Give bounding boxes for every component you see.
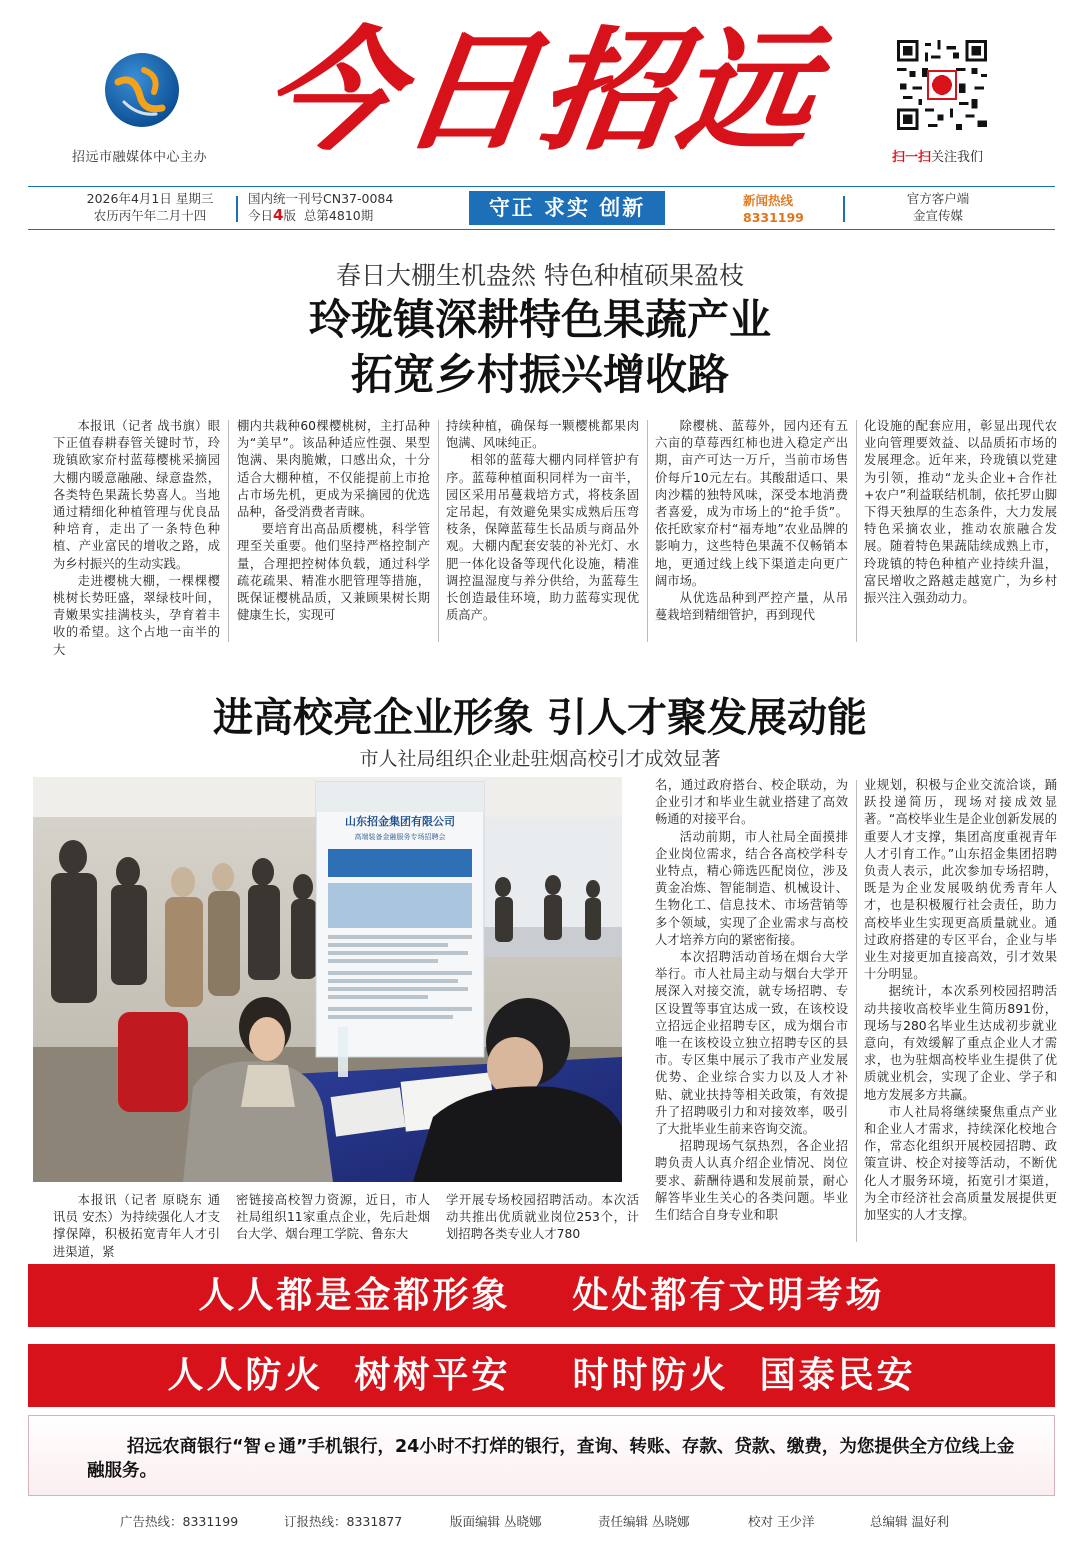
paragraph: 业规划，积极与企业交流洽谈，踊跃投递简历，现场对接成效显著。“高校毕业生是企业创新发展的重要人才支撑，集团高度重视青年人才引育工作。”山东招金集团招聘负责人表示，此次参加专场招聘，既是为企业发展吸纳优秀青年人才，也是积极履行社会责任，助力高校毕业生实现更高质量就业。通过政府搭建的专区平台，企业与毕业生对接更加直接高效，引才效果十分明显。 — [864, 778, 1057, 982]
layout-editor: 版面编辑 丛晓娜 — [450, 1514, 542, 1529]
chief-editor: 总编辑 温好利 — [870, 1514, 949, 1529]
client-label: 官方客户端 — [906, 191, 970, 206]
article1-column-4 — [655, 418, 848, 644]
paragraph: 持续种植，确保每一颗樱桃都果肉饱满、风味纯正。 — [446, 419, 639, 451]
article2-column-2 — [236, 1192, 430, 1248]
today-suffix: 版 — [283, 208, 296, 223]
article1-column-3 — [446, 418, 639, 644]
paragraph: 棚内共栽种60棵樱桃树，主打品种为“美早”。该品种适应性强、果型饱满、果肉脆嫩，口感出众，十分适合大棚种植，不仅能提前上市抢占市场先机，更成为采摘园的优选品种，备受消费者青睐。 — [237, 419, 430, 520]
client-block — [878, 190, 998, 224]
bank-ad-box — [28, 1415, 1055, 1496]
duty-editor: 责任编辑 丛晓娜 — [598, 1514, 690, 1529]
paragraph: 据统计，本次系列校园招聘活动共接收高校毕业生简历891份，现场与280名毕业生达成初步就业意向，有效缓解了重点企业人才需求，也为驻烟高校毕业生提供了优质就业机会，实现了企业、学子和地方发展多方共赢。 — [864, 984, 1057, 1102]
column-divider — [856, 420, 857, 642]
client-name: 金宣传媒 — [912, 208, 963, 223]
page-count: 4 — [273, 206, 284, 224]
sponsor-text: 招远市融媒体中心主办 — [72, 150, 208, 165]
article2-headline: 进高校亮企业形象 引人才聚发展动能 — [213, 695, 867, 741]
today-pages-text — [248, 207, 424, 224]
paragraph: 本次招聘活动首场在烟台大学举行。市人社局主动与烟台大学开展深入对接交流，就专场招聘、专区设置等事宜达成一致，在该校设立招远企业招聘专区，成为烟台市唯一在该校设立独立招聘专区的县市。专区集中展示了我市产业发展优势、企业综合实力以及人才补贴、就业扶持等相关政策，有效提升了招聘吸引力和对接效率，吸引了大批毕业生前来咨询交流。 — [655, 950, 848, 1137]
paragraph: 密链接高校智力资源，近日，市人社局组织11家重点企业，先后赴烟台大学、烟台理工学院、鲁东大 — [236, 1193, 430, 1242]
article1-kicker: 春日大棚生机盎然 特色种植硕果盈枝 — [336, 261, 744, 290]
paragraph: 从优选品种到严控产量，从吊蔓栽培到精细管护，再到现代 — [655, 591, 848, 623]
divider — [236, 196, 238, 222]
article2-column-1 — [53, 1192, 220, 1259]
news-hotline — [743, 192, 804, 226]
newspaper-title: 今日招远 — [254, 14, 828, 169]
lunar-date-text: 农历丙午年二月十四 — [93, 208, 207, 223]
paragraph: 招聘现场气氛热烈，各企业招聘负责人认真介绍企业情况、岗位要求、薪酬待遇和发展前景，耐心解答毕业生关心的各类问题。毕业生们结合自身专业和职 — [655, 1139, 848, 1223]
today-prefix: 今日 — [248, 208, 274, 223]
paragraph: 名，通过政府搭台、校企联动，为企业引才和毕业生就业搭建了高效畅通的对接平台。 — [655, 778, 848, 827]
paragraph: 要培育出高品质樱桃，科学管理至关重要。他们坚持严格控制产量，合理把控树体负载，通过科学疏花疏果、精准水肥管理等措施，既保证樱桃品质，又兼顾果树长期健康生长，实现可 — [237, 522, 430, 623]
photo-board-sub: 高端装备金融服务专场招聘会 — [354, 833, 446, 841]
hotline-number: 8331199 — [743, 210, 804, 225]
issue-number: 总第4810期 — [303, 208, 374, 223]
article1-column-5 — [864, 418, 1057, 644]
article2-subhead: 市人社局组织企业赴驻烟高校引才成效显著 — [359, 748, 721, 770]
issue-block — [248, 190, 424, 224]
paragraph: 本报讯（记者 原晓东 通讯员 安杰）为持续强化人才支撑保障，积极拓宽青年人才引进渠道，紧 — [53, 1193, 220, 1259]
paragraph: 活动前期，市人社局全面摸排企业岗位需求，结合各高校学科专业特点，精心筛选匹配岗位，涉及黄金冶炼、智能制造、机械设计、生物化工、信息技术、市场营销等多个领域，实现了企业需求与高校人才培养方向的紧密衔接。 — [655, 829, 848, 947]
qr-follow-label: 关注我们 — [931, 150, 984, 165]
qr-caption — [892, 146, 983, 165]
date-block — [64, 190, 236, 224]
paragraph: 走进樱桃大棚，一棵棵樱桃树长势旺盛，翠绿枝叶间，青嫩果实挂满枝头，孕育着丰收的希望。这个占地一亩半的大 — [53, 573, 220, 657]
article2-column-3 — [446, 1192, 639, 1248]
bank-ad-text: 招远农商银行“智ｅ通”手机银行，24小时不打烊的银行，查询、转账、存款、贷款、缴费，为您提供全方位线上金融服务。 — [87, 1437, 1015, 1481]
footer-credits — [0, 1512, 1080, 1534]
article1-headline — [0, 292, 1080, 402]
article1-column-2 — [237, 418, 430, 644]
paragraph: 本报讯（记者 战书旗）眼下正值春耕春管关键时节，玲珑镇欧家夼村蓝莓樱桃采摘园大棚内暖意融融、绿意盎然，各类特色果蔬长势喜人。当地通过精细化种植管理与优良品种培育，走出了一条特色种植、产业富民的增收之路，成为乡村振兴的生动实践。 — [53, 419, 220, 571]
article2-column-4 — [655, 777, 848, 1245]
slogan-banner-2: 人人防火 树树平安 时时防火 国泰民安 — [28, 1344, 1055, 1407]
masthead — [0, 0, 1080, 185]
paragraph: 化设施的配套应用，彰显出现代农业向管理要效益、以品质拓市场的发展理念。近年来，玲珑镇以党建为引领，推动“龙头企业+合作社+农户”利益联结机制，依托罗山脚下得天独厚的生态条件，大力发展特色采摘农业，推动农旅融合发展。随着特色果蔬陆续成熟上市，玲珑镇的特色种植产业持续升温，富民增收之路越走越宽广，为乡村振兴注入强劲动力。 — [864, 419, 1057, 606]
column-divider — [856, 780, 857, 1242]
logo-icon — [104, 52, 180, 128]
slogan-banner-1: 人人都是金都形象 处处都有文明考场 — [28, 1264, 1055, 1327]
cn-number-text: 国内统一刊号CN37-0084 — [248, 191, 394, 206]
qr-scan-label: 扫一扫 — [892, 150, 932, 165]
article1-headline-line1: 玲珑镇深耕特色果蔬产业 — [308, 295, 771, 344]
paragraph: 学开展专场校园招聘活动。本次活动共推出优质就业岗位253个，计划招聘各类专业人才780 — [446, 1193, 639, 1242]
motto-badge: 守正 求实 创新 — [469, 191, 665, 225]
photo-board-company: 山东招金集团有限公司 — [345, 815, 455, 828]
proofreader: 校对 王少洋 — [748, 1514, 815, 1529]
article1-column-1 — [53, 418, 220, 657]
ad-hotline: 广告热线：8331199 — [120, 1514, 239, 1529]
divider — [843, 196, 845, 222]
qr-code-icon[interactable] — [897, 40, 987, 130]
paragraph: 除樱桃、蓝莓外，园内还有五六亩的草莓西红柿也进入稳定产出期，亩产可达一万斤，当前市场售价每斤10元左右。其酸甜适口、果肉沙糯的独特风味，深受本地消费者喜爱，成为市场上的“抢手货”。依托欧家夼村“福寿地”农业品牌的影响力，这些特色果蔬不仅畅销本地，更通过线上线下渠道走向更广阔市场。 — [655, 419, 848, 588]
subscription-hotline: 订报热线：8331877 — [284, 1514, 403, 1529]
date-text: 2026年4月1日 星期三 — [86, 191, 214, 206]
date-bar — [28, 186, 1055, 230]
paragraph: 相邻的蓝莓大棚内同样管护有序。蓝莓种植面积同样为一亩半，园区采用吊蔓栽培方式，将枝条固定吊起，有效避免果实成熟后压弯枝条，保障蓝莓生长品质与商品外观。大棚内配套安装的补光灯、水肥一体化设备等现代化设施，精准调控温湿度与养分供给，为蓝莓生长创造最佳环境，助力蓝莓实现优质高产。 — [446, 453, 639, 623]
column-divider — [228, 420, 229, 642]
column-divider — [438, 420, 439, 642]
column-divider — [647, 420, 648, 642]
article1-headline-line2: 拓宽乡村振兴增收路 — [350, 350, 729, 399]
job-fair-photo — [33, 777, 622, 1182]
hotline-label: 新闻热线 — [743, 193, 794, 208]
article2-column-5 — [864, 777, 1057, 1245]
paragraph: 市人社局将继续聚焦重点产业和企业人才需求，持续深化校地合作，常态化组织开展校园招聘、政策宣讲、校企对接等活动，不断优化人才服务环境，拓宽引才渠道，为全市经济社会高质量发展提供更加坚实的人才支撑。 — [864, 1104, 1057, 1223]
